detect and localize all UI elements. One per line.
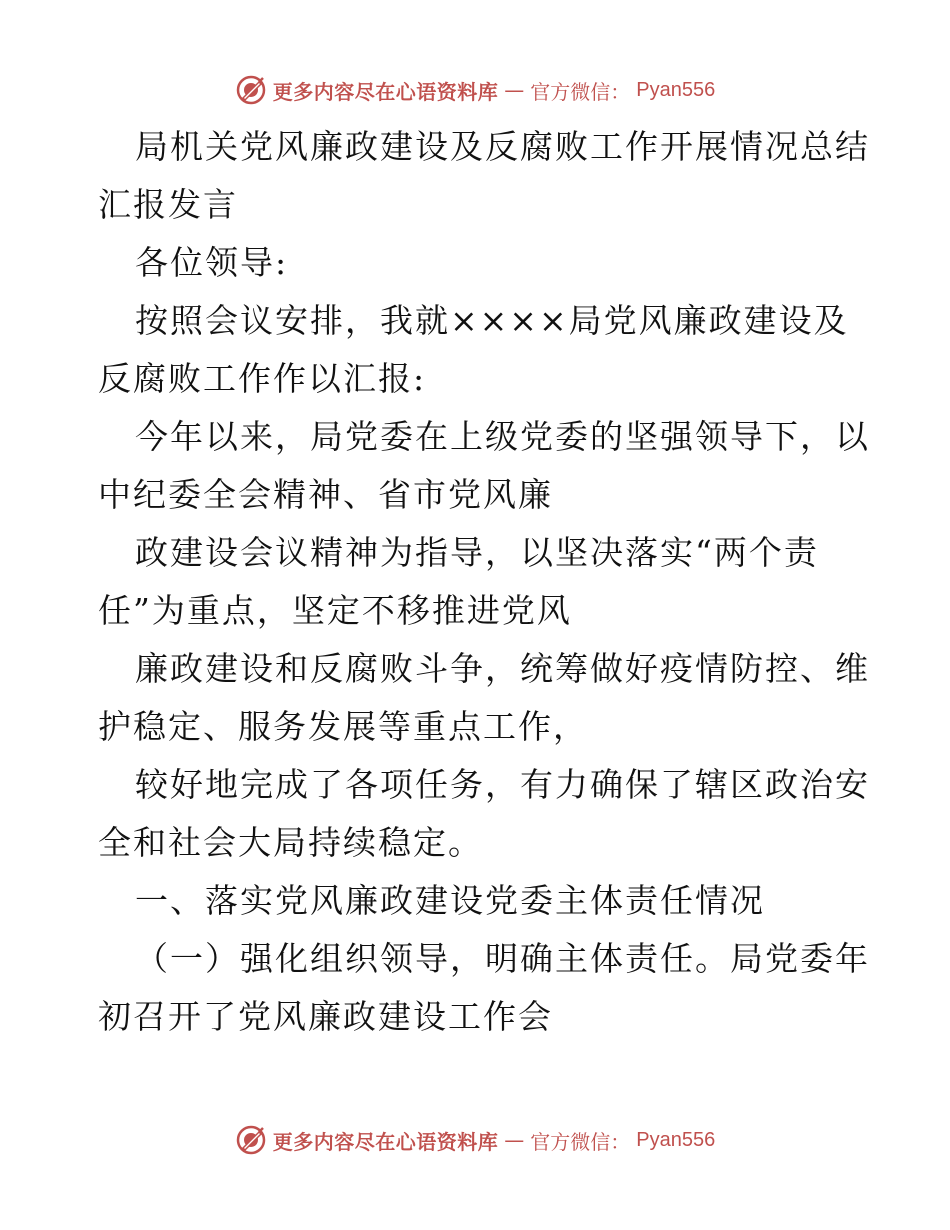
text-line: 护稳定、服务发展等重点工作， [98,707,588,746]
text-line: 一、落实党风廉政建设党委主体责任情况 [135,881,765,920]
pen-logo-icon [235,1124,267,1156]
watermark-site-text: 更多内容尽在心语资料库 [272,79,499,104]
text-line: 较好地完成了各项任务，有力确保了辖区政治安 [135,765,870,804]
text-line: 汇报发言 [98,185,238,224]
watermark-wechat-id: Pyan556 [636,78,716,101]
pen-logo-icon [235,74,267,106]
text-line: 反腐败工作作以汇报: [98,359,427,398]
header-watermark [0,70,950,110]
watermark-wechat-label: 官方微信： [530,79,631,104]
footer-watermark [0,1120,950,1160]
text-line: 按照会议安排，我就××××局党风廉政建设及 [135,301,849,340]
text-line: 中纪委全会精神、省市党风廉 [98,475,553,514]
watermark-wechat-id: Pyan556 [636,1128,716,1151]
document-body [98,118,870,1046]
text-line: 廉政建设和反腐败斗争，统筹做好疫情防控、维 [135,649,870,688]
watermark-wechat-label: 官方微信： [530,1129,631,1154]
watermark-site-text: 更多内容尽在心语资料库 [272,1129,499,1154]
text-line: 全和社会大局持续稳定。 [98,823,483,862]
text-line: 任”为重点，坚定不移推进党风 [98,591,572,630]
watermark-separator: — [504,78,525,102]
text-line: 局机关党风廉政建设及反腐败工作开展情况总结 [135,127,870,166]
text-line: 初召开了党风廉政建设工作会 [98,997,553,1036]
text-line: 各位领导: [135,243,289,282]
text-line: 政建设会议精神为指导，以坚决落实“两个责 [135,533,819,572]
watermark-separator: — [504,1128,525,1152]
text-line: （一）强化组织领导，明确主体责任。局党委年 [135,939,870,978]
text-line: 今年以来，局党委在上级党委的坚强领导下，以 [135,417,870,456]
